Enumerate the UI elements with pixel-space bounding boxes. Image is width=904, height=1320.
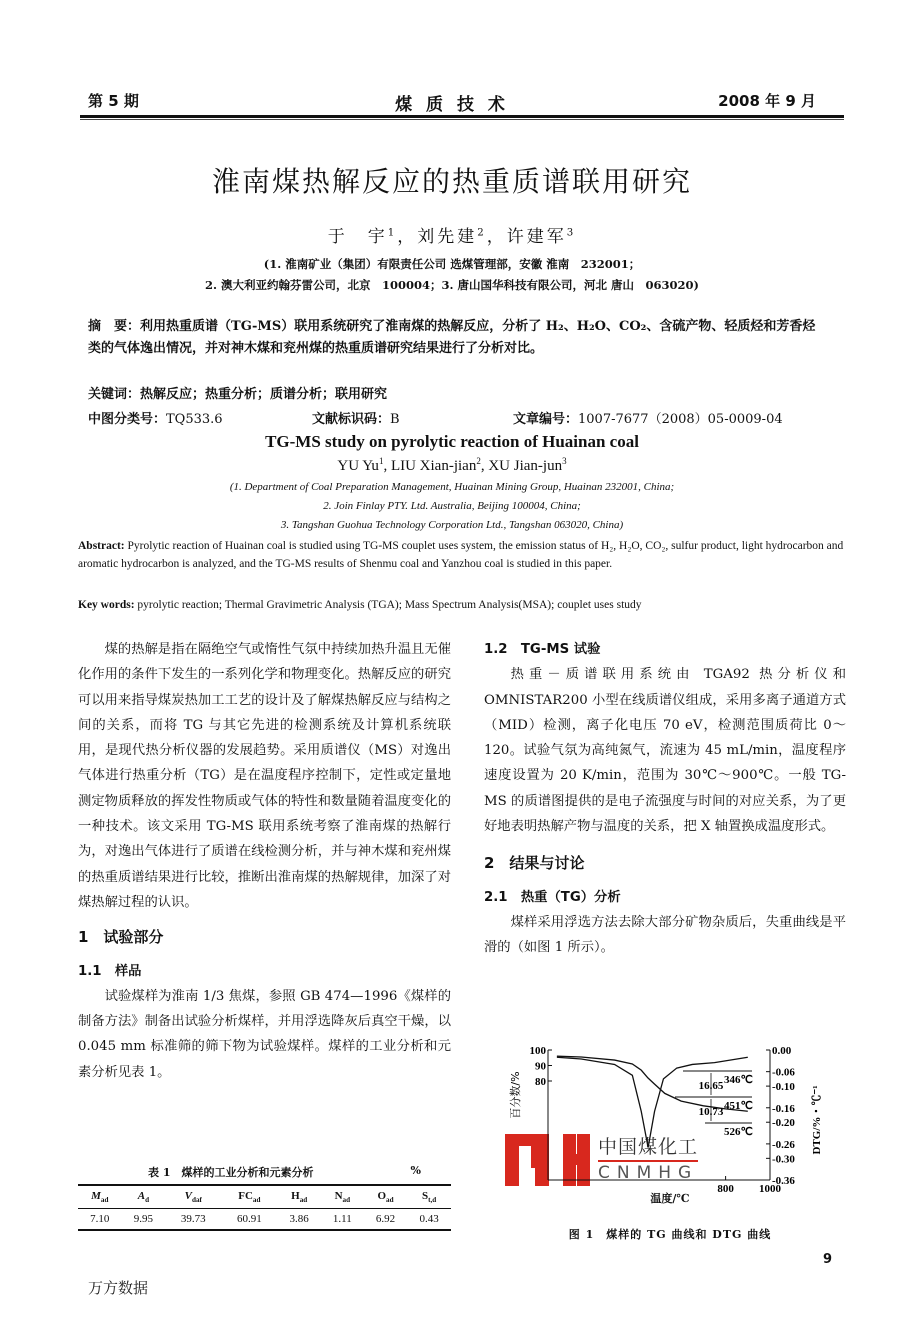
x-axis-label: 温度/℃	[650, 1192, 690, 1205]
english-title: TG-MS study on pyrolytic reaction of Huainan coal	[265, 432, 639, 451]
table-cell: 3.86	[289, 1213, 309, 1226]
english-affiliation: (1. Department of Coal Preparation Management, Huainan Mining Group, Huainan 232001, China;	[229, 481, 675, 493]
clc-label: 中图分类号：	[88, 412, 167, 427]
clc-value: TQ533.6	[166, 412, 223, 427]
watermark-en-text: CNMHG	[598, 1163, 699, 1183]
journal-name: 煤 质 技 术	[395, 95, 509, 115]
abstract-en	[78, 537, 850, 573]
keywords-zh	[88, 384, 818, 406]
author-separator: ，	[397, 227, 418, 247]
table-header: $H_{ad}$	[291, 1190, 308, 1205]
y-tick-label-right: -0.26	[772, 1138, 795, 1151]
author-sup: 1	[378, 456, 384, 466]
paper-title: 淮南煤热解反应的热重质谱联用研究	[211, 165, 692, 198]
author-sup: 3	[562, 456, 567, 466]
table-cell: 0.43	[419, 1213, 439, 1226]
step-temperature-label: 346℃	[724, 1074, 753, 1086]
chart-annotations	[675, 1071, 753, 1138]
section-heading: 2 结果与讨论	[484, 854, 585, 873]
right-column	[484, 637, 846, 961]
author-separator: ,	[480, 458, 489, 474]
y-tick-label-left: 100	[529, 1045, 546, 1057]
affiliation-line: (1. 淮南矿业（集团）有限责任公司 选煤管理部，安徽 淮南 232001；	[263, 257, 641, 271]
author: 许建军	[506, 227, 567, 247]
source-watermark: 万方数据	[88, 1279, 149, 1297]
y-tick-label-right: -0.16	[772, 1102, 795, 1115]
abstract-zh-label: 摘 要：	[88, 319, 141, 334]
author: YU Yu	[337, 458, 379, 474]
author-list	[0, 222, 904, 247]
chart-axes	[530, 1045, 796, 1195]
table-caption: 表 1 煤样的工业分析和元素分析	[148, 1166, 314, 1179]
x-tick-label: 1000	[759, 1183, 781, 1195]
figure-caption: 图 1 煤样的 TG 曲线和 DTG 曲线	[568, 1228, 772, 1241]
article-value: 1007-7677（2008）05-0009-04	[578, 412, 783, 427]
analysis-table	[78, 1184, 451, 1231]
table-cell: 60.91	[236, 1213, 262, 1226]
table-row	[78, 1209, 451, 1231]
y-tick-label-right: -0.10	[772, 1081, 795, 1094]
abstract-zh	[88, 316, 818, 360]
english-authors	[0, 456, 904, 475]
english-affiliation: 2. Join Finlay PTY. Ltd. Australia, Beijing 100004, China;	[323, 500, 581, 512]
y-axis-label-left: 百分数/%	[509, 1071, 522, 1119]
y-tick-label-right: -0.20	[772, 1117, 795, 1130]
left-column	[78, 637, 451, 1085]
page-number: 9	[822, 1252, 832, 1267]
table-header: $M_{ad}$	[91, 1190, 109, 1205]
table-unit: %	[410, 1164, 421, 1177]
subsection-heading: 1.2 TG-MS 试验	[484, 642, 601, 657]
article-label: 文章编号：	[513, 412, 579, 427]
sample-paragraph: 试验煤样为淮南 1/3 焦煤，参照 GB 474—1996《煤样的制备方法》制备出试验分析煤样，并用浮选降灰后真空干燥，以 0.045 mm 标准筛的筛下物为试验煤样。煤样的工业分析和元素分析见表 1。	[78, 988, 451, 1080]
author: XU Jian-jun	[488, 458, 563, 474]
table-header: $A_d$	[137, 1190, 150, 1205]
keywords-zh-label: 关键词：	[88, 387, 141, 402]
keywords-zh-text: 热解反应；热重分析；质谱分析；联用研究	[140, 387, 388, 402]
author-sup: 2	[476, 456, 481, 466]
step-temperature-label: 526℃	[724, 1126, 753, 1138]
y-tick-label-right: -0.30	[772, 1153, 795, 1166]
keywords-en-label: Key words:	[78, 599, 135, 611]
affiliation-line: 2. 澳大利亚约翰芬雷公司，北京 100004；3. 唐山国华科技有限公司，河北 唐山 063020)	[205, 278, 699, 292]
table-1	[78, 1164, 451, 1231]
english-affiliation: 3. Tangshan Guohua Technology Corporation Ltd., Tangshan 063020, China)	[280, 519, 624, 531]
author: LIU Xian-jian	[390, 458, 477, 474]
tgms-paragraph: 热重－质谱联用系统由 TGA92 热分析仪和 OMNISTAR200 小型在线质谱仪组成，采用多离子通道方式（MID）检测，离子化电压 70 eV，检测范围质荷比 0～120。试验气氛为高纯氮气，流速为 45 mL/min，温度程序速度设置为 20 K/min，范围为 30℃～900℃。一般 TG-MS 的质谱图提供的是电子流强度与时间的对应关系，为了更好地表明热解产物与温度的关系，把 X 轴置换成温度形式。	[484, 667, 846, 835]
subsection-heading: 1.1 样品	[78, 963, 142, 979]
x-tick-label: 800	[717, 1183, 734, 1195]
table-cell: 9.95	[133, 1213, 154, 1226]
issue-date: 2008 年 9 月	[718, 92, 816, 110]
article-number	[513, 408, 783, 427]
table-header: $FC_{ad}$	[238, 1190, 261, 1205]
abstract-en-text: Pyrolytic reaction of Huainan coal is studied using TG-MS couplet uses system, the emission status of H₂, H₂O, CO₂, sulfur product, light hydrocarbon and aromatic hydrocarbon is analyzed, and the TG-MS results of Shenmu coal and Yanzhou coal is studied in this paper.	[78, 540, 844, 570]
chart-curves	[557, 1056, 748, 1147]
table-cell: 1.11	[332, 1213, 352, 1226]
table-header: $V_{daf}$	[184, 1190, 202, 1205]
doc-value: B	[390, 412, 400, 427]
table-cell: 6.92	[375, 1213, 396, 1226]
issue-number: 第 5 期	[88, 92, 139, 110]
author-sup: 2	[477, 227, 487, 239]
tg-paragraph: 煤样采用浮选方法去除大部分矿物杂质后，失重曲线是平滑的（如图 1 所示）。	[484, 914, 846, 956]
abstract-zh-text: 利用热重质谱（TG-MS）联用系统研究了淮南煤的热解反应，分析了 H₂、H₂O、CO₂、含硫产物、轻质烃和芳香烃类的气体逸出情况，并对神木煤和兖州煤的热重质谱研究结果进行了分析对比。	[88, 319, 816, 356]
author-sup: 1	[387, 227, 398, 239]
clc-code	[88, 408, 223, 427]
author: 刘先建	[417, 227, 478, 247]
watermark-cn-text: 中国煤化工	[598, 1136, 699, 1158]
y-tick-label-right: -0.06	[772, 1066, 795, 1079]
keywords-en	[78, 596, 850, 614]
abstract-en-label: Abstract:	[78, 540, 125, 552]
header-rule	[80, 115, 844, 118]
table-header: $O_{ad}$	[377, 1190, 394, 1205]
author-separator: ,	[383, 458, 391, 474]
y-tick-label-right: 0.00	[772, 1045, 792, 1057]
header-rule-thin	[80, 119, 844, 120]
step-mass-loss-label: 10.73	[698, 1106, 724, 1118]
y-tick-label-left: 80	[535, 1076, 546, 1088]
step-temperature-label: 451℃	[724, 1100, 753, 1112]
table-header: $N_{ad}$	[334, 1190, 351, 1205]
table-header-row	[78, 1185, 451, 1209]
table-cell: 7.10	[90, 1213, 110, 1226]
table-cell: 39.73	[180, 1213, 206, 1226]
y-axis-label-right: DTG/%・℃⁻¹	[811, 1085, 823, 1155]
author-separator: ，	[486, 227, 507, 247]
section-heading: 1 试验部分	[78, 928, 164, 947]
figure-1-chart	[500, 1045, 840, 1205]
doc-code	[312, 408, 400, 427]
intro-paragraph: 煤的热解是指在隔绝空气或惰性气氛中持续加热升温且无催化作用的条件下发生的一系列化学和物理变化。热解反应的研究可以用来指导煤炭热加工工艺的设计及了解煤热解反应与结构之间的关系，而将 TG 与其它先进的检测系统及计算机系统联用，是现代热分析仪器的发展趋势。采用质谱仪（MS）对逸出气体进行热重分析（TG）是在温度程序控制下，定性或定量地测定物质释放的挥发性物质或气体的特性和数量随着温度变化的一种技术。该文采用 TG-MS 联用系统考察了淮南煤的热解行为，对逸出气体进行了质谱在线检测分析，并与神木煤和兖州煤的热重质谱结果进行比较，推断出淮南煤的热解规律，加深了对煤热解过程的认识。	[78, 642, 451, 910]
doc-label: 文献标识码：	[312, 412, 391, 427]
y-tick-label-left: 90	[535, 1060, 546, 1073]
table-header: $S_{t,d}$	[422, 1190, 437, 1205]
author-sup: 3	[566, 227, 577, 239]
author: 于 宇	[327, 227, 388, 247]
subsection-heading: 2.1 热重（TG）分析	[484, 889, 621, 905]
step-mass-loss-label: 16.65	[698, 1080, 724, 1092]
y-tick-label-right: -0.36	[772, 1175, 795, 1187]
keywords-en-text: pyrolytic reaction; Thermal Gravimetric Analysis (TGA); Mass Spectrum Analysis(MSA); couplet uses study	[134, 599, 642, 611]
